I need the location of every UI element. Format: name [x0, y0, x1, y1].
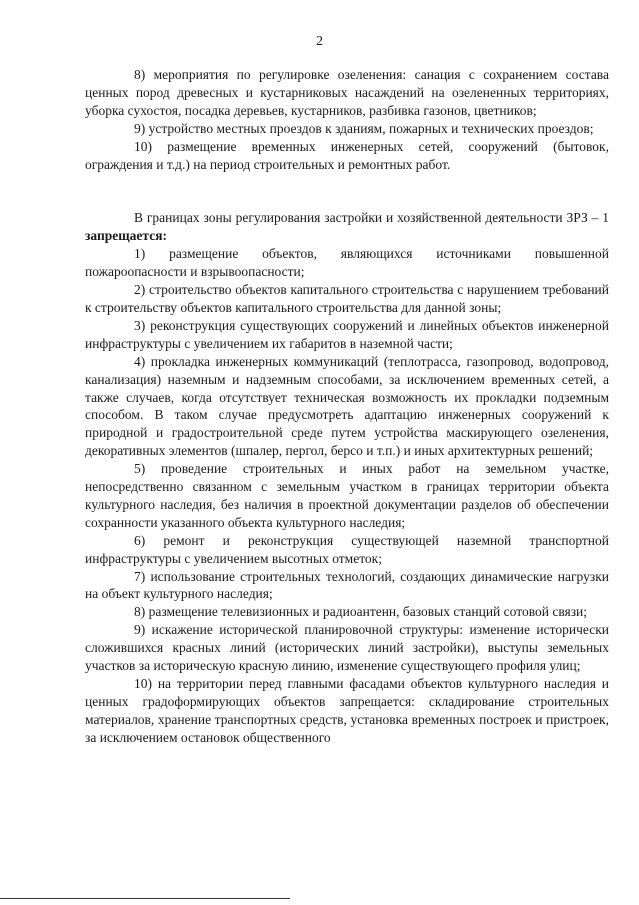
prohibition-item-5: 5) проведение строительных и иных работ на земельном участке, непосредственно связанном с земельным участком в границах территории объекта культурного наследия, без наличия в проектной документации разделов об обеспечении сохранности указанного объекта культурного наследия;: [85, 461, 609, 530]
prohibition-item-8: 8) размещение телевизионных и радиоантенн, базовых станций сотовой связи;: [134, 604, 588, 620]
page-number: 2: [316, 34, 323, 49]
zone-intro-paragraph: [85, 209, 609, 245]
prohibition-item-10: 10) на территории перед главными фасадами объектов культурного наследия и ценных градоформирующих объектов запрещается: складирование строительных материалов, хранение транспортных средств, установка временных построек и пристроек, за исключением остановок общественного: [85, 676, 609, 745]
paragraph-item-9: 9) устройство местных проездов к зданиям, пожарных и технических проездов;: [134, 120, 594, 136]
section-gap: [85, 173, 609, 209]
prohibition-item-4: 4) прокладка инженерных коммуникаций (теплотрасса, газопровод, водопровод, канализация) наземным и надземным способами, за исключением временных сетей, а также случаев, когда отсутствует техническая возможность их прокладки подземным способом. В таком случае предусмотреть адаптацию инженерных сооружений к природной и градостроительной среде путем устройства маскирующего озеленения, декоративных элементов (шпалер, пергол, берсо и т.п.) и иных архитектурных решений;: [85, 353, 609, 459]
paragraph-item-10: 10) размещение временных инженерных сетей, сооружений (бытовок, ограждения и т.д.) на период строительных и ремонтных работ.: [85, 138, 609, 172]
paragraph-item-8: 8) мероприятия по регулировке озеленения: санация с сохранением состава ценных пород древесных и кустарниковых насаждений на озелененных территориях, уборка сухостоя, посадка деревьев, кустарников, разбивка газонов, цветников;: [85, 67, 609, 118]
bottom-divider: [0, 898, 290, 899]
document-body: [85, 66, 609, 747]
prohibition-item-6: 6) ремонт и реконструкция существующей наземной транспортной инфраструктуры с увеличением высотных отметок;: [85, 532, 609, 566]
zone-intro-text: В границах зоны регулирования застройки и хозяйственной деятельности ЗРЗ – 1: [134, 210, 609, 226]
prohibition-item-1: 1) размещение объектов, являющихся источниками повышенной пожароопасности и взрывоопасности;: [85, 246, 609, 280]
prohibition-item-3: 3) реконструкция существующих сооружений и линейных объектов инженерной инфраструктуры с увеличением их габаритов в наземной части;: [85, 317, 609, 351]
prohibition-item-2: 2) строительство объектов капитального строительства с нарушением требований к строительству объектов капитального строительства для данной зоны;: [85, 282, 609, 315]
prohibition-item-9: 9) искажение исторической планировочной структуры: изменение исторически сложившихся красных линий (исторических линий застройки), выступы земельных участков за историческую красную линию, изменение существующего профиля улиц;: [85, 622, 609, 674]
zone-intro-bold: запрещается:: [85, 228, 168, 244]
prohibition-item-7: 7) использование строительных технологий, создающих динамические нагрузки на объект культурного наследия;: [85, 568, 609, 602]
